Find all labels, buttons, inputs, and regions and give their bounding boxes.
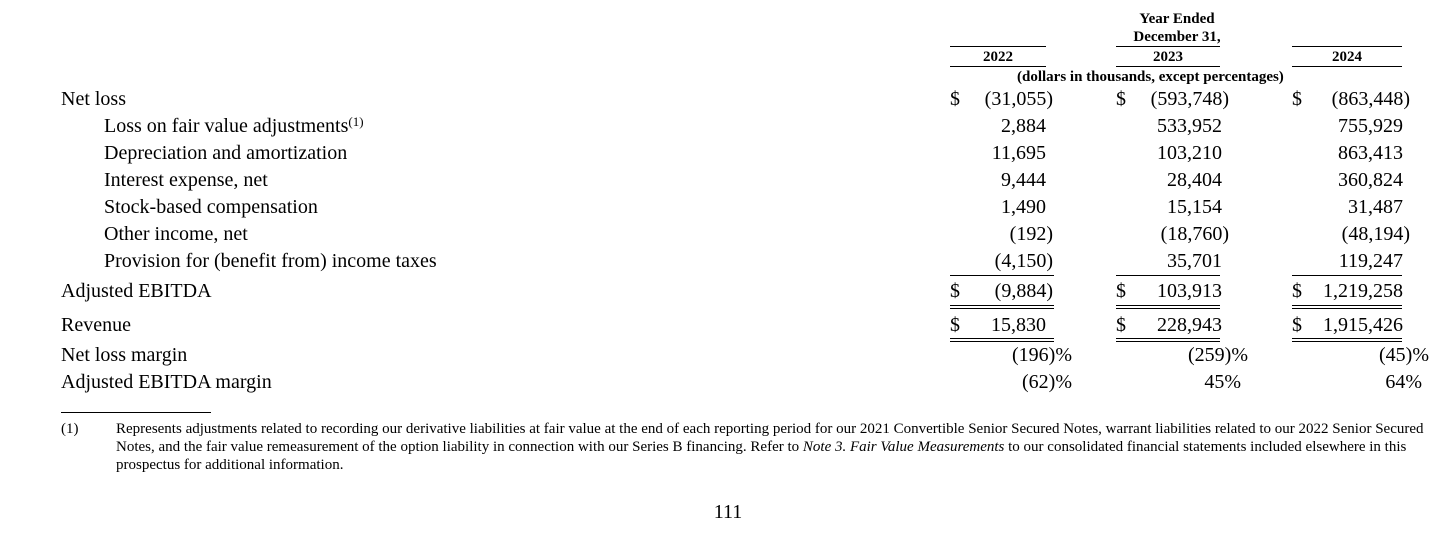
cell-interest-2024: 360,824	[1338, 169, 1403, 191]
header-rule-2022	[950, 46, 1046, 47]
double-rule-2023	[1116, 338, 1220, 339]
cell-other-income-2023: (18,760)	[1160, 223, 1229, 245]
cell-revenue-2022: 15,830	[991, 314, 1046, 336]
header-rule-2023	[1116, 46, 1220, 47]
header-rule-2024	[1292, 46, 1402, 47]
footnote-reference-title: Note 3. Fair Value Measurements	[802, 439, 1005, 455]
cell-net-loss-margin-2024: (45)%	[1379, 344, 1429, 366]
page-number: 111	[713, 501, 743, 523]
row-label-interest-expense: Interest expense, net	[104, 169, 268, 191]
row-label-depreciation: Depreciation and amortization	[104, 142, 348, 164]
row-label-stock-compensation: Stock-based compensation	[104, 196, 318, 218]
footnote-marker: (1)	[61, 421, 79, 437]
double-rule-2024	[1292, 305, 1402, 306]
row-label-adjusted-ebitda-margin: Adjusted EBITDA margin	[61, 371, 272, 393]
cell-depreciation-2024: 863,413	[1338, 142, 1403, 164]
cell-ebitda-margin-2023: 45%	[1204, 371, 1241, 393]
double-rule-2023	[1116, 341, 1220, 342]
cell-stock-comp-2023: 15,154	[1167, 196, 1222, 218]
cell-adjusted-ebitda-2024: 1,219,258	[1323, 280, 1403, 302]
cell-taxes-2024: 119,247	[1338, 250, 1403, 272]
column-group-subtitle: December 31,	[1133, 29, 1221, 45]
cell-net-loss-margin-2022: (196)%	[1012, 344, 1072, 366]
cell-net-loss-2023: (593,748)	[1150, 88, 1229, 110]
cell-other-income-2024: (48,194)	[1341, 223, 1410, 245]
double-rule-2024	[1292, 341, 1402, 342]
row-label-adjusted-ebitda: Adjusted EBITDA	[61, 280, 212, 302]
cell-stock-comp-2022: 1,490	[1001, 196, 1046, 218]
cell-revenue-2023: 228,943	[1157, 314, 1222, 336]
currency-sign: $	[1292, 280, 1302, 302]
cell-interest-2022: 9,444	[1001, 169, 1046, 191]
cell-fair-value-2024: 755,929	[1338, 115, 1403, 137]
year-underline-2022	[950, 66, 1046, 67]
currency-sign: $	[1116, 88, 1126, 110]
currency-sign: $	[1116, 314, 1126, 336]
column-group-title: Year Ended	[1139, 11, 1215, 27]
double-rule-2024	[1292, 338, 1402, 339]
double-rule-2023	[1116, 305, 1220, 306]
currency-sign: $	[1292, 88, 1302, 110]
cell-ebitda-margin-2022: (62)%	[1022, 371, 1072, 393]
subtotal-rule-2023	[1116, 275, 1220, 276]
cell-other-income-2022: (192)	[1009, 223, 1053, 245]
currency-sign: $	[1116, 280, 1126, 302]
row-label-net-loss-margin: Net loss margin	[61, 344, 188, 366]
currency-sign: $	[950, 88, 960, 110]
year-underline-2024	[1292, 66, 1402, 67]
row-label-income-taxes: Provision for (benefit from) income taxes	[104, 250, 437, 272]
year-header-2024: 2024	[1332, 49, 1362, 65]
cell-adjusted-ebitda-2022: (9,884)	[994, 280, 1053, 302]
double-rule-2024	[1292, 308, 1402, 309]
cell-depreciation-2023: 103,210	[1157, 142, 1222, 164]
cell-fair-value-2023: 533,952	[1157, 115, 1222, 137]
row-label-net-loss: Net loss	[61, 88, 126, 110]
cell-depreciation-2022: 11,695	[991, 142, 1046, 164]
footnote-separator	[61, 412, 211, 413]
year-header-2023: 2023	[1153, 49, 1183, 65]
currency-sign: $	[950, 314, 960, 336]
cell-stock-comp-2024: 31,487	[1348, 196, 1403, 218]
row-label-other-income: Other income, net	[104, 223, 248, 245]
footnote-text: Represents adjustments related to recording our derivative liabilities at fair value at the end of each reporting period for our 2021 Convertible Senior Secured Notes, warrant liabilities related to our 2022 Senior Secured Notes, and the fair value remeasurement of the option liability in connection with our Series B financing. Refer to Note 3. Fair Value Measurements to our consolidated financial statements included elsewhere in this prospectus for additional information.	[116, 421, 1424, 473]
double-rule-2022	[950, 305, 1054, 306]
double-rule-2022	[950, 341, 1054, 342]
cell-ebitda-margin-2024: 64%	[1385, 371, 1422, 393]
cell-net-loss-margin-2023: (259)%	[1188, 344, 1248, 366]
double-rule-2023	[1116, 308, 1220, 309]
row-label-revenue: Revenue	[61, 314, 131, 336]
units-caption: (dollars in thousands, except percentages)	[1017, 69, 1284, 85]
cell-fair-value-2022: 2,884	[1001, 115, 1046, 137]
cell-taxes-2023: 35,701	[1167, 250, 1222, 272]
double-rule-2022	[950, 338, 1054, 339]
cell-taxes-2022: (4,150)	[994, 250, 1053, 272]
subtotal-rule-2022	[950, 275, 1054, 276]
cell-revenue-2024: 1,915,426	[1323, 314, 1403, 336]
row-label-loss-on-fair-value: Loss on fair value adjustments$^{(1)}$	[104, 114, 364, 137]
cell-interest-2023: 28,404	[1167, 169, 1222, 191]
subtotal-rule-2024	[1292, 275, 1402, 276]
currency-sign: $	[1292, 314, 1302, 336]
cell-adjusted-ebitda-2023: 103,913	[1157, 280, 1222, 302]
footnote-reference: (1)	[348, 114, 364, 129]
currency-sign: $	[950, 280, 960, 302]
year-underline-2023	[1116, 66, 1220, 67]
cell-net-loss-2022: (31,055)	[984, 88, 1053, 110]
double-rule-2022	[950, 308, 1054, 309]
cell-net-loss-2024: (863,448)	[1331, 88, 1410, 110]
year-header-2022: 2022	[983, 49, 1013, 65]
